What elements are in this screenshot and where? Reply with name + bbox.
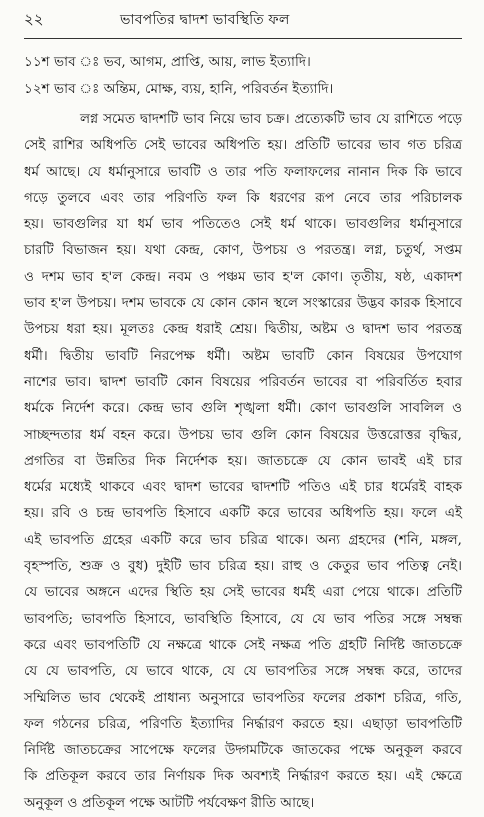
text-line: অনুকূল ও প্রতিকূল পক্ষে আটটি পর্যবেক্ষণ রীতি আছে। bbox=[24, 795, 315, 811]
body-paragraph bbox=[24, 107, 462, 817]
text-line: সেই রাশির অধিপতি সেই ভাবের অধিপতি হয়। প্রতিটি ভাবের ভাব গত চরিত্র bbox=[24, 138, 462, 154]
house-definitions bbox=[24, 49, 462, 103]
text-line: করে এবং ভাবপতিটি যে নক্ষত্রে থাকে সেই নক্ষত্র পতি গ্রহটি নির্দিষ্ট জাতচক্রে bbox=[24, 637, 462, 653]
text-line: হয়। রবি ও চন্দ্র ভাবপতি হিসাবে একটি করে ভাবের অধিপতি হয়। ফলে এই bbox=[24, 506, 462, 522]
text-line: উপচয় ধরা হয়। মূলতঃ কেন্দ্র ধরাই শ্রেয়। দ্বিতীয়, অষ্টম ও দ্বাদশ ভাব পরতন্ত্র bbox=[24, 322, 462, 338]
text-line: ভাব হ'ল উপচয়। দশম ভাবকে যে কোন কোন স্থলে সংস্কারের উদ্ভব কারক হিসাবে bbox=[24, 296, 462, 312]
text-line: যে যে ভাবপতি, যে ভাবে থাকে, যে যে ভাবপতির সঙ্গে সম্বন্ধ করে, তাদের bbox=[24, 664, 462, 680]
text-line: গড়ে তুলবে এবং তার পরিণতি ফল কি ধরণের রূপ নেবে তার পরিচালক bbox=[24, 190, 462, 206]
text-line: ধর্মী। দ্বিতীয় ভাবটি নিরপেক্ষ ধর্মী। অষ্টম ভাবটি কোন বিষয়ের উপযোগ bbox=[24, 348, 462, 364]
definition-line bbox=[24, 49, 462, 76]
text-line: ধর্ম আছে। যে ধর্মানুসারে ভাবটি ও তার পতি ফলাফলের নানান দিক কি ভাবে bbox=[24, 164, 462, 180]
text-line: ধর্মকে নির্দেশ করে। কেন্দ্র ভাব গুলি শৃঙ্খলা ধর্মী। কোণ ভাবগুলি সাবলিল ও bbox=[24, 401, 462, 417]
page-number: ২২ bbox=[24, 10, 44, 28]
text-line: নির্দিষ্ট জাতচক্রের সাপেক্ষে ফলের উদ্গমটিকে জাতকের পক্ষে অনুকূল করবে bbox=[24, 743, 462, 759]
text-line: যে ভাবের অঙ্গনে এদের স্থিতি হয় সেই ভাবের ধর্মই এরা পেয়ে থাকে। প্রতিটি bbox=[24, 585, 462, 601]
text-line: বৃহস্পতি, শুক্র ও বুধ) দুইটি ভাব চরিত্র হয়। রাহু ও কেতুর ভাব পতিত্ব নেই। bbox=[24, 559, 462, 575]
text-line: ফল গঠনের চরিত্র, পরিণতি ইত্যাদির নির্দ্ধারণ করতে হয়। এছাড়া ভাবপতিটি bbox=[24, 716, 462, 732]
definition-value: ভব, আগম, প্রাপ্তি, আয়, লাভ ইত্যাদি। bbox=[103, 54, 311, 70]
text-line: ও দশম ভাব হ'ল কেন্দ্র। নবম ও পঞ্চম ভাব হ'ল কোণ। তৃতীয়, ষষ্ঠ, একাদশ bbox=[24, 269, 462, 285]
text-line: সাচ্ছন্দতার ধর্ম বহন করে। উপচয় ভাব গুলি কোন বিষয়ের উত্তরোত্তর বৃদ্ধির, bbox=[24, 427, 462, 443]
definition-value: অন্তিম, মোক্ষ, ব্যয়, হানি, পরিবর্তন ইত্যাদি। bbox=[103, 81, 334, 97]
definition-separator: ঃ bbox=[75, 81, 104, 97]
definition-line bbox=[24, 76, 462, 103]
text-line: ভাবপতি; ভাবপতি হিসাবে, ভাবস্থিতি হিসাবে, যে যে ভাব পতির সঙ্গে সম্বন্ধ bbox=[24, 611, 462, 627]
definition-separator: ঃ bbox=[75, 54, 104, 70]
text-line: কি প্রতিকূল করবে তার নির্ণায়ক দিক অবশ্যই নির্দ্ধারণ করতে হয়। এই ক্ষেত্রে bbox=[24, 769, 462, 785]
definition-key: ১২শ ভাব bbox=[24, 81, 76, 97]
text-line: সম্মিলিত ভাব থেকেই প্রাধান্য অনুসারে ভাবপতির ফলের প্রকাশ চরিত্র, গতি, bbox=[24, 690, 462, 706]
text-line: নাশের ভাব। দ্বাদশ ভাবটি কোন বিষয়ের পরিবর্তন ভাবের বা পরিবর্তিত হবার bbox=[24, 374, 462, 390]
text-line: ধর্মের মধ্যেই থাকবে এবং দ্বাদশ ভাবের দ্বাদশটি পতিও এই চার ধর্মেরই বাহক bbox=[24, 480, 462, 496]
definition-key: ১১শ ভাব bbox=[24, 54, 76, 70]
text-line: চারটি বিভাজন হয়। যথা কেন্দ্র, কোণ, উপচয় ও পরতন্ত্র। লগ্ন, চতুর্থ, সপ্তম bbox=[24, 243, 462, 259]
running-title: ভাবপতির দ্বাদশ ভাবস্থিতি ফল bbox=[120, 12, 290, 28]
running-header bbox=[24, 8, 462, 39]
text-line: হয়। ভাবগুলির যা ধর্ম ভাব পতিতেও সেই ধর্ম থাকে। ভাবগুলির ধর্মানুসারে bbox=[24, 217, 462, 233]
text-line: এই ভাবপতি গ্রহের একটি করে ভাব চরিত্র থাকে। অন্য গ্রহদের (শনি, মঙ্গল, bbox=[24, 532, 462, 548]
text-line: লগ্ন সমেত দ্বাদশটি ভাব নিয়ে ভাব চক্র। প্রত্যেকটি ভাব যে রাশিতে পড়ে bbox=[80, 112, 462, 127]
text-line: প্রগতির বা উন্নতির দিক নির্দেশক হয়। জাতচক্রে যে কোন ভাবই এই চার bbox=[24, 453, 462, 469]
